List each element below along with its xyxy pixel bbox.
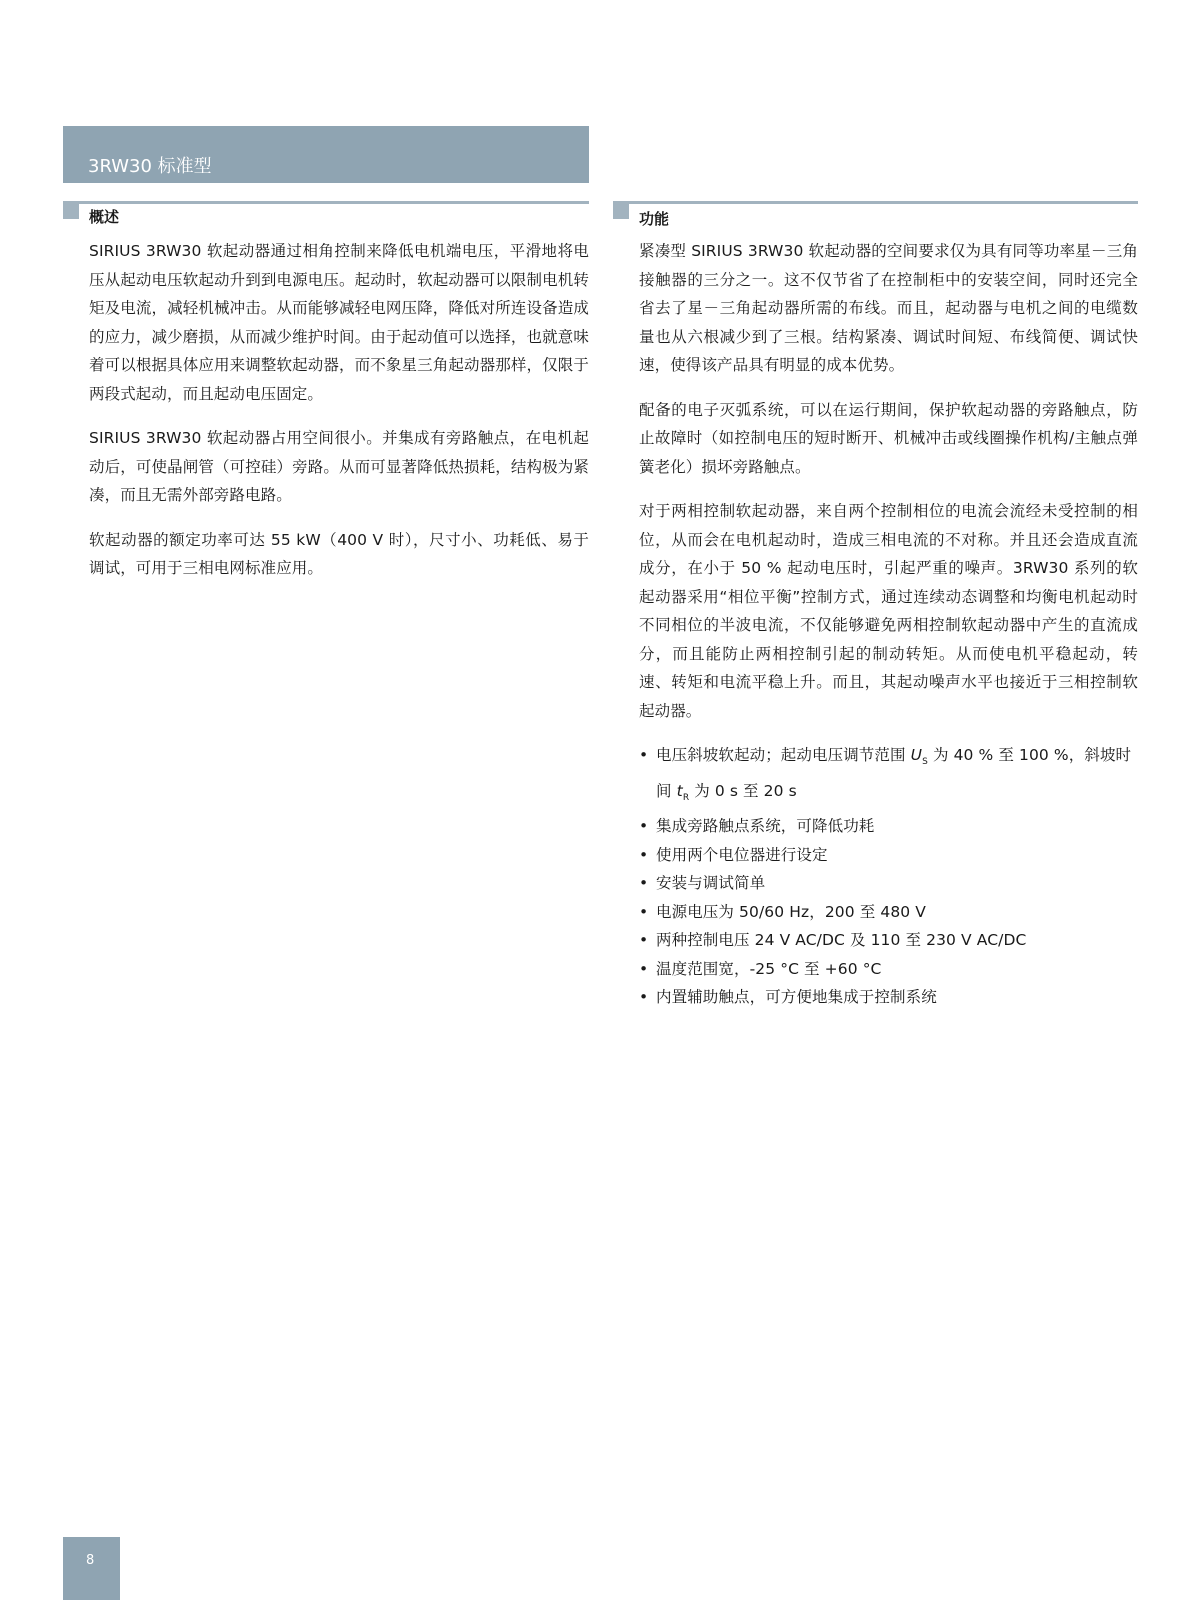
feature-item: • 安装与调试简单 [639, 869, 1138, 898]
feature-item-ramp: • 电压斜坡软起动；起动电压调节范围 $U_S$ 为 40 % 至 100 %，斜坡时间 $t_R$ 为 0 s 至 20 s [639, 741, 1138, 812]
function-paragraph-2: 配备的电子灭弧系统，可以在运行期间，保护软起动器的旁路触点，防止故障时（如控制电压的短时断开、机械冲击或线圈操作机构/主触点弹簧老化）损坏旁路触点。 [639, 400, 1138, 476]
function-paragraph-3: 对于两相控制软起动器，来自两个控制相位的电流会流经未受控制的相位，从而会在电机起动时，造成三相电流的不对称。并且还会造成直流成分，在小于 50 % 起动电压时，引起严重的噪声。3RW30 系列的软起动器采用“相位平衡”控制方式，通过连续动态调整和均衡电机起动时不同相位的半波电流，不仅能够避免两相控制软起动器中产生的直流成分，而且能防止两相控制引起的制动转矩。从而使电机平稳起动，转速、转矩和电流平稳上升。而且，其起动噪声水平也接近于三相控制软起动器。 [639, 502, 1138, 720]
function-heading: 功能 [639, 210, 670, 228]
feature-item: • 两种控制电压 24 V AC/DC 及 110 至 230 V AC/DC [639, 926, 1138, 955]
overview-paragraph-2: SIRIUS 3RW30 软起动器占用空间很小。并集成有旁路触点，在电机起动后，可使晶闸管（可控硅）旁路。从而可显著降低热损耗，结构极为紧凑，而且无需外部旁路电路。 [89, 429, 589, 504]
feature-item: • 使用两个电位器进行设定 [639, 841, 1138, 870]
page-number-box [63, 1537, 120, 1600]
title-banner [63, 126, 589, 183]
overview-paragraph-3: 软起动器的额定功率可达 55 kW（400 V 时），尺寸小、功耗低、易于调试，可用于三相电网标准应用。 [89, 530, 589, 577]
function-column [639, 237, 1138, 1012]
feature-item: • 集成旁路触点系统，可降低功耗 [639, 812, 1138, 841]
function-paragraph-1: 紧凑型 SIRIUS 3RW30 软起动器的空间要求仅为具有同等功率星－三角接触器的三分之一。这不仅节省了在控制柜中的安装空间，同时还完全省去了星－三角起动器所需的布线。而且，起动器与电机之间的电缆数量也从六根减少到了三根。结构紧凑、调试时间短、布线简便、调试快速，使得该产品具有明显的成本优势。 [639, 242, 1138, 374]
overview-rule [63, 201, 589, 204]
feature-item: • 电源电压为 50/60 Hz，200 至 480 V [639, 898, 1138, 927]
page-number: 8 [86, 1553, 95, 1568]
feature-item: • 内置辅助触点，可方便地集成于控制系统 [639, 983, 1138, 1012]
function-rule [613, 201, 1138, 204]
overview-heading-marker [63, 203, 79, 219]
overview-heading: 概述 [89, 208, 120, 226]
page-title: 3RW30 标准型 [88, 156, 212, 177]
feature-list [639, 741, 1138, 1012]
overview-column [89, 237, 589, 599]
overview-paragraph-1: SIRIUS 3RW30 软起动器通过相角控制来降低电机端电压，平滑地将电压从起动电压软起动升到到电源电压。起动时，软起动器可以限制电机转矩及电流，减轻机械冲击。从而能够减轻电网压降，降低对所连设备造成的应力，减少磨损，从而减少维护时间。由于起动值可以选择，也就意味着可以根据具体应用来调整软起动器，而不象星三角起动器那样，仅限于两段式起动，而且起动电压固定。 [89, 242, 589, 403]
feature-item: • 温度范围宽，-25 °C 至 +60 °C [639, 955, 1138, 984]
function-heading-marker [613, 203, 629, 219]
